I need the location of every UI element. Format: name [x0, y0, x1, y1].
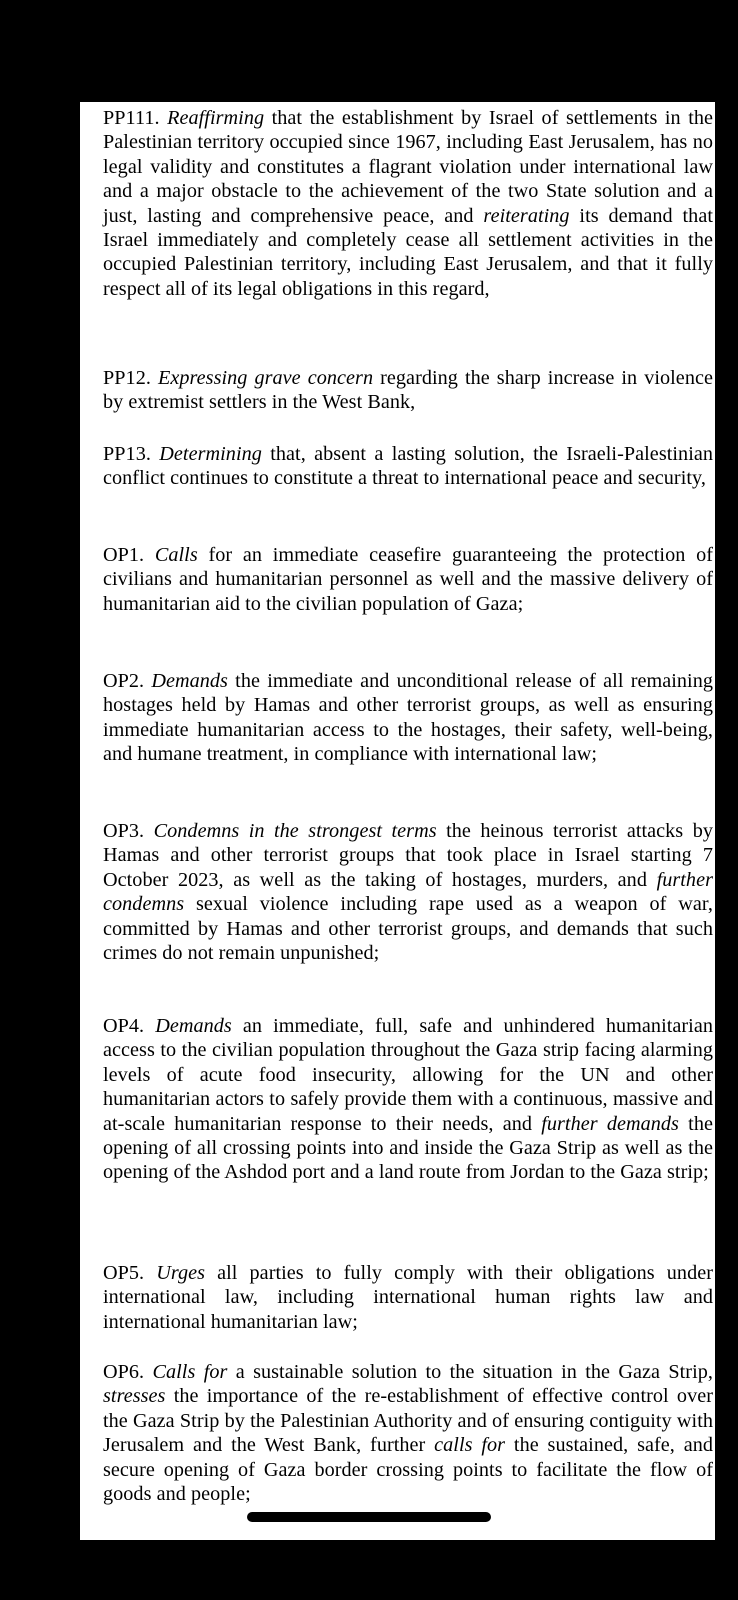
paragraph-pp13	[103, 442, 713, 491]
paragraph-text: the opening of all crossing points into and inside the Gaza Strip as well as the opening of the Ashdod port and a land route from Jordan to the Gaza strip;	[103, 1112, 713, 1184]
italic-term: Reaffirming	[167, 107, 265, 129]
paragraph-text: OP5.	[103, 1262, 157, 1284]
paragraph-op1	[103, 543, 713, 616]
paragraph-text: OP2.	[103, 670, 152, 692]
italic-term: Calls	[154, 544, 198, 566]
paragraph-text: its demand that Israel immediately and completely cease all settlement activities in the occupied Palestinian territory, including East Jerusalem, and that it fully respect all of its legal obligations in this regard,	[103, 204, 713, 300]
paragraph-text: that the establishment by Israel of settlements in the Palestinian territory occupied since 1967, including East Jerusalem, has no legal validity and constitutes a flagrant violation under international law and a major obstacle to the achievement of the two State solution and a just, lasting and comprehensive peace, and	[103, 107, 714, 227]
paragraph-text: OP1.	[103, 544, 155, 566]
paragraph-op3	[103, 819, 713, 965]
paragraph-text: that, absent a lasting solution, the Israeli-Palestinian conflict continues to constitute a threat to international peace and security,	[103, 443, 714, 490]
paragraph-op2	[103, 669, 713, 767]
italic-term: Expressing grave concern	[157, 367, 374, 389]
paragraph-text: regarding the sharp increase in violence by extremist settlers in the West Bank,	[103, 367, 713, 414]
italic-term: Urges	[156, 1262, 206, 1284]
italic-term: further demands	[541, 1112, 679, 1135]
paragraph-text: an immediate, full, safe and unhindered humanitarian access to the civilian population throughout the Gaza strip facing alarming levels of acute food insecurity, allowing for the UN and other humanitarian actors to safely provide them with a continuous, massive and at-scale humanitarian response to their needs, and	[103, 1015, 713, 1135]
paragraph-text: OP3.	[103, 820, 154, 842]
italic-term: reiterating	[483, 204, 570, 227]
italic-term: Calls for	[152, 1361, 228, 1383]
italic-term: calls for	[434, 1434, 506, 1457]
paragraph-text: all parties to fully comply with their obligations under international law, including international human rights law and international humanitarian law;	[103, 1262, 713, 1333]
paragraph-text: the immediate and unconditional release of all remaining hostages held by Hamas and other terrorist groups, as well as ensuring immediate humanitarian access to the hostages, their safety, well-being, and humane treatment, in compliance with international law;	[103, 670, 713, 766]
italic-term: Determining	[159, 443, 262, 465]
document-page	[80, 102, 715, 1540]
paragraph-pp111	[103, 106, 713, 301]
paragraph-pp12	[103, 366, 713, 415]
paragraph-text: PP12.	[103, 367, 158, 389]
paragraph-text: PP111.	[103, 107, 168, 129]
italic-term: Demands	[155, 1015, 232, 1037]
paragraph-text: OP6.	[103, 1361, 153, 1383]
italic-term: Condemns in the strongest terms	[153, 820, 437, 842]
paragraph-text: the sustained, safe, and secure opening of Gaza border crossing points to facilitate the flow of goods and people;	[103, 1434, 713, 1506]
italic-term: Demands	[151, 670, 228, 692]
paragraph-op6	[103, 1360, 713, 1506]
paragraph-text: a sustainable solution to the situation in the Gaza Strip,	[227, 1361, 713, 1383]
paragraph-text: PP13.	[103, 443, 160, 465]
paragraph-text: the heinous terrorist attacks by Hamas and other terrorist groups that took place in Israel starting 7 October 2023, as well as the taking of hostages, murders, and	[103, 820, 713, 891]
paragraph-op4	[103, 1014, 713, 1185]
paragraph-text: the importance of the re-establishment of effective control over the Gaza Strip by the Palestinian Authority and of ensuring contiguity with Jerusalem and the West Bank, further	[103, 1385, 713, 1457]
paragraph-text: sexual violence including rape used as a weapon of war, committed by Hamas and other terrorist groups, and demands that such crimes do not remain unpunished;	[103, 893, 713, 965]
paragraph-op5	[103, 1261, 713, 1334]
paragraph-text: OP4.	[103, 1015, 156, 1037]
paragraph-text: for an immediate ceasefire guaranteeing the protection of civilians and humanitarian personnel as well and the massive delivery of humanitarian aid to the civilian population of Gaza;	[103, 544, 713, 615]
home-indicator-bar[interactable]	[247, 1512, 491, 1522]
italic-term: further condemns	[103, 868, 713, 916]
italic-term: stresses	[103, 1385, 166, 1408]
